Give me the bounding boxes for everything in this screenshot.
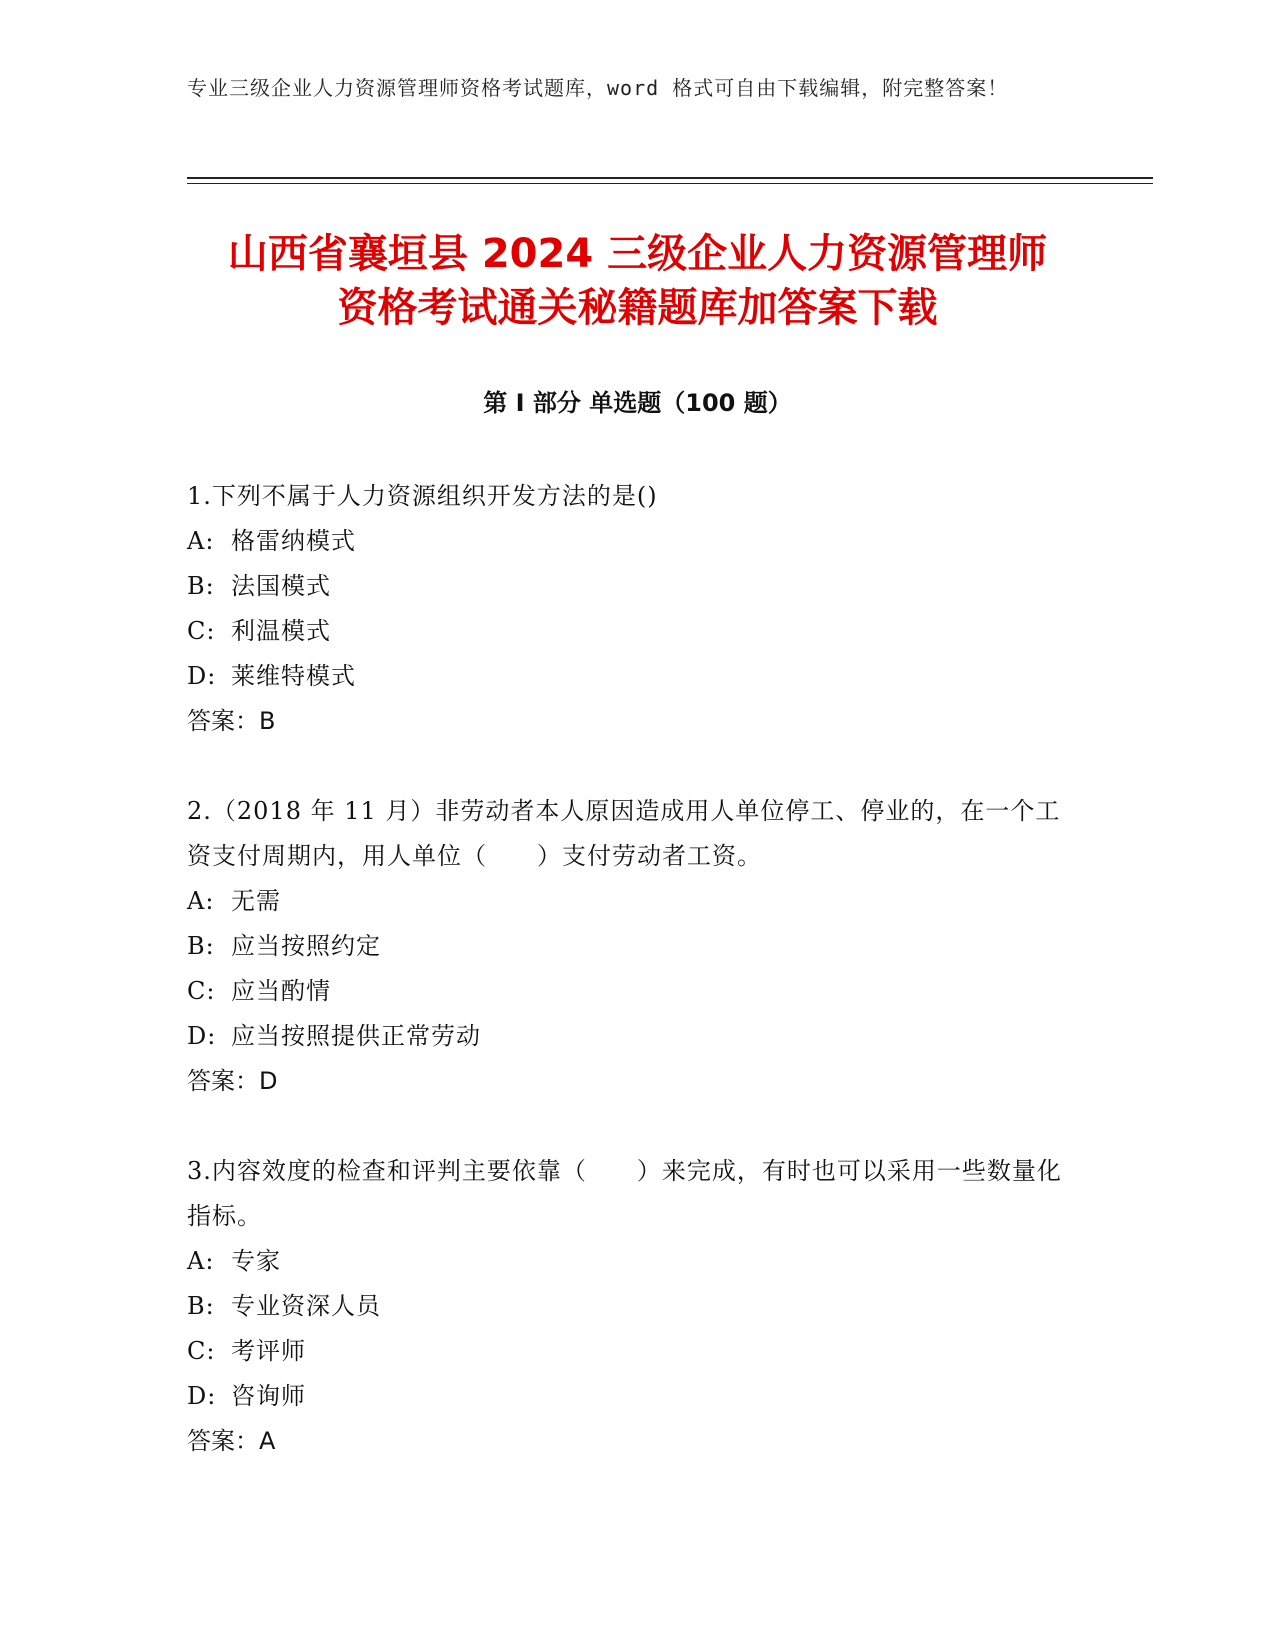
- option-key: A:: [187, 527, 215, 555]
- option-key: A:: [187, 1247, 215, 1275]
- question-stem: 3.内容效度的检查和评判主要依靠（ ）来完成，有时也可以采用一些数量化指标。: [187, 1157, 1062, 1230]
- question-1: [187, 474, 1067, 744]
- option-b: [187, 1284, 1067, 1329]
- option-key: B:: [187, 1292, 215, 1320]
- document-title: [150, 227, 1125, 335]
- question-list: [187, 474, 1067, 1509]
- option-key: D:: [187, 1022, 217, 1050]
- section-title: 第 I 部分 单选题（100 题）: [483, 389, 792, 417]
- option-a: [187, 519, 1067, 564]
- document-title-line-1: 山西省襄垣县 2024 三级企业人力资源管理师: [227, 231, 1048, 277]
- header-divider-thick: [187, 177, 1153, 179]
- option-b: [187, 924, 1067, 969]
- option-c: [187, 609, 1067, 654]
- option-c: [187, 969, 1067, 1014]
- option-text: 专家: [231, 1247, 281, 1275]
- answer-line: 答案：D: [187, 1067, 278, 1095]
- question-stem: 1.下列不属于人力资源组织开发方法的是(): [187, 482, 658, 510]
- option-key: A:: [187, 887, 215, 915]
- option-text: 专业资深人员: [231, 1292, 381, 1320]
- option-key: C:: [187, 617, 216, 645]
- option-d: [187, 1374, 1067, 1419]
- option-key: D:: [187, 662, 217, 690]
- option-key: C:: [187, 1337, 216, 1365]
- option-text: 应当按照提供正常劳动: [231, 1022, 481, 1050]
- option-text: 格雷纳模式: [231, 527, 356, 555]
- option-key: B:: [187, 572, 215, 600]
- option-key: C:: [187, 977, 216, 1005]
- header-note: 专业三级企业人力资源管理师资格考试题库，word 格式可自由下载编辑，附完整答案！: [187, 76, 1009, 100]
- option-text: 考评师: [231, 1337, 306, 1365]
- answer-line: 答案：A: [187, 1427, 276, 1455]
- option-text: 应当按照约定: [231, 932, 381, 960]
- option-text: 莱维特模式: [231, 662, 356, 690]
- question-stem: 2.（2018 年 11 月）非劳动者本人原因造成用人单位停工、停业的，在一个工资支付周期内，用人单位（ ）支付劳动者工资。: [187, 797, 1061, 870]
- option-text: 利温模式: [231, 617, 331, 645]
- option-key: D:: [187, 1382, 217, 1410]
- option-text: 应当酌情: [231, 977, 331, 1005]
- option-d: [187, 1014, 1067, 1059]
- document-title-line-2: 资格考试通关秘籍题库加答案下载: [337, 285, 938, 331]
- question-3: [187, 1149, 1067, 1464]
- question-2: [187, 789, 1067, 1104]
- option-c: [187, 1329, 1067, 1374]
- option-a: [187, 1239, 1067, 1284]
- option-text: 咨询师: [231, 1382, 306, 1410]
- option-text: 无需: [231, 887, 281, 915]
- option-text: 法国模式: [231, 572, 331, 600]
- answer-line: 答案：B: [187, 707, 276, 735]
- option-b: [187, 564, 1067, 609]
- header-divider-thin: [187, 183, 1153, 184]
- option-d: [187, 654, 1067, 699]
- option-a: [187, 879, 1067, 924]
- option-key: B:: [187, 932, 215, 960]
